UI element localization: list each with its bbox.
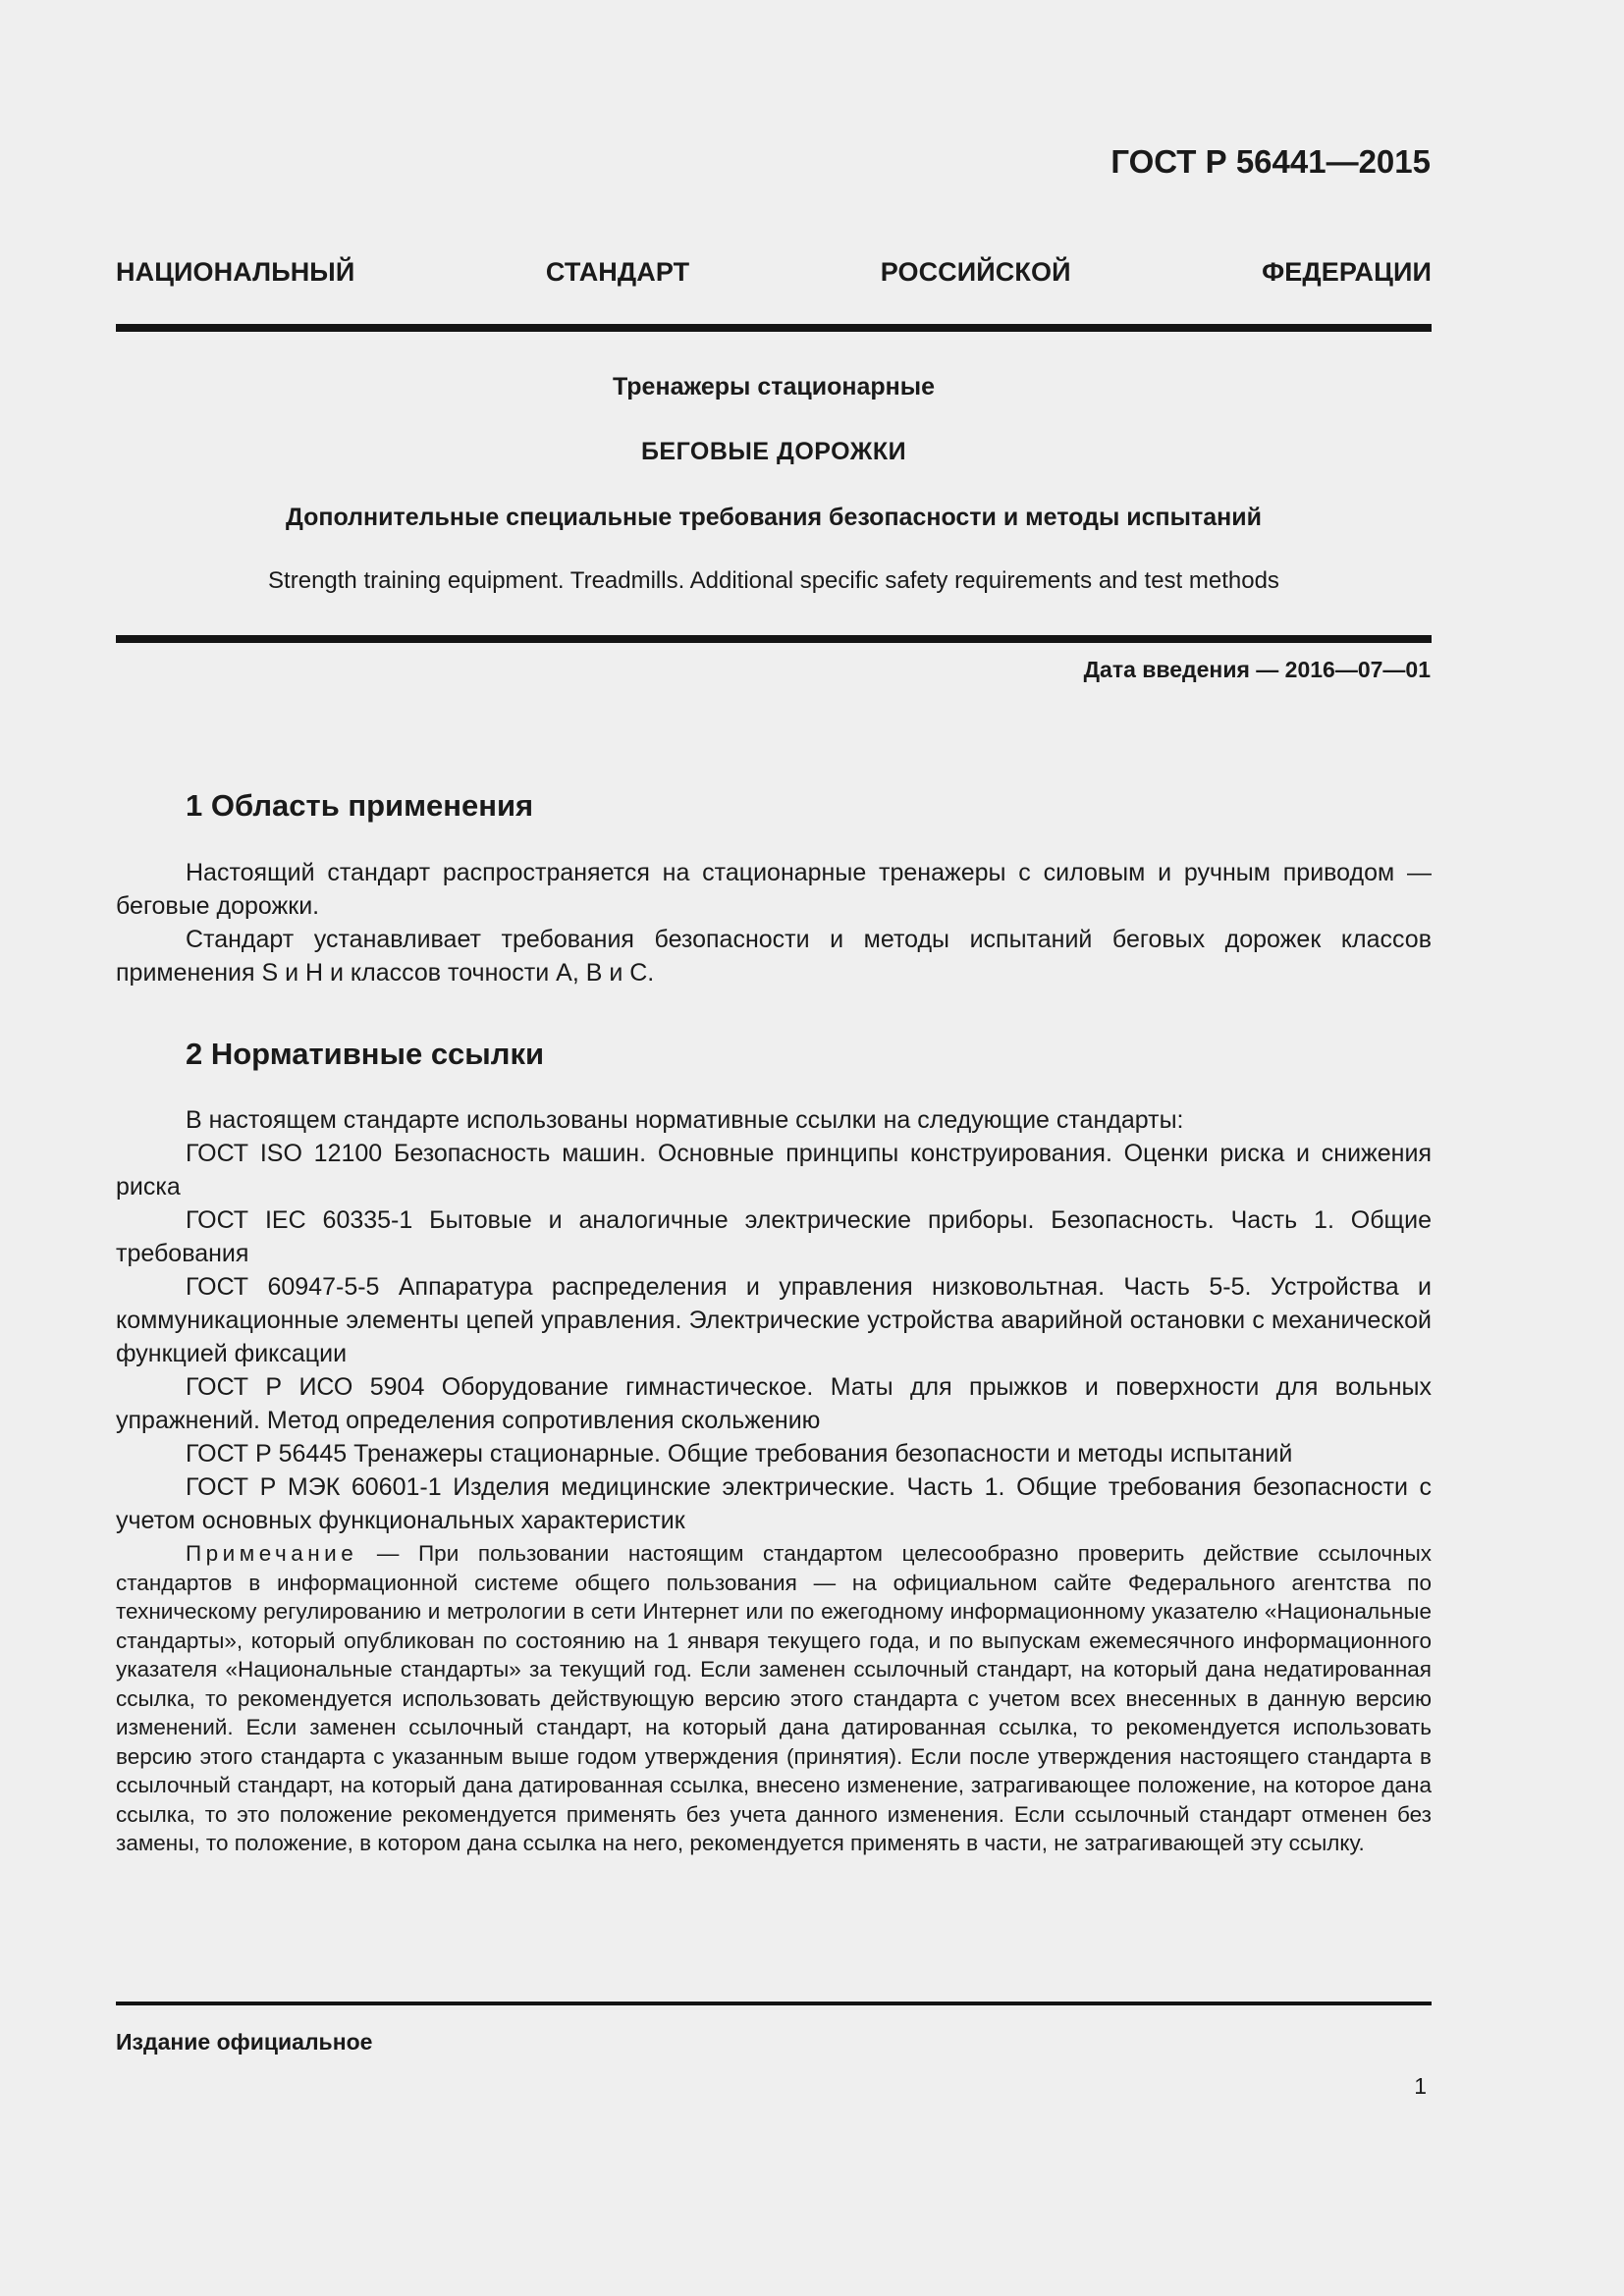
normative-reference-item: ГОСТ 60947-5-5 Аппаратура распределения и управления низковольтная. Часть 5-5. Устройства и коммуникационные элементы цепей управления. Электрические устройства аварийной остановки с механической функцией фиксации [116, 1273, 1432, 1367]
title-english: Strength training equipment. Treadmills. Additional specific safety requirements and test methods [268, 567, 1279, 594]
section-1-paragraph: Настоящий стандарт распространяется на стационарные тренажеры с силовым и ручным приводом — беговые дорожки. [116, 859, 1432, 920]
document-number: ГОСТ Р 56441—2015 [1110, 143, 1431, 180]
section-2-heading: 2 Нормативные ссылки [186, 1037, 545, 1071]
normative-reference-item: ГОСТ Р ИСО 5904 Оборудование гимнастическое. Маты для прыжков и поверхности для вольных упражнений. Метод определения сопротивления скольжению [116, 1373, 1432, 1434]
national-standard-banner: НАЦИОНАЛЬНЫЙ СТАНДАРТ РОССИЙСКОЙ ФЕДЕРАЦИИ [116, 257, 1432, 287]
title-line-2: БЕГОВЫЕ ДОРОЖКИ [640, 438, 907, 465]
normative-reference-item: ГОСТ IEC 60335-1 Бытовые и аналогичные электрические приборы. Безопасность. Часть 1. Общие требования [116, 1206, 1432, 1267]
normative-reference-item: ГОСТ ISO 12100 Безопасность машин. Основные принципы конструирования. Оценки риска и снижения риска [116, 1140, 1432, 1201]
title-line-1: Тренажеры стационарные [612, 373, 936, 400]
section-2-body [116, 1103, 1432, 1537]
edition-label: Издание официальное [116, 2029, 373, 2055]
section-1-paragraph: Стандарт устанавливает требования безопасности и методы испытаний беговых дорожек классов применения S и H и классов точности A, B и C. [116, 926, 1432, 987]
section-1-heading: 1 Область применения [186, 788, 534, 823]
title-line-3: Дополнительные специальные требования безопасности и методы испытаний [286, 504, 1262, 531]
page-number: 1 [1414, 2073, 1427, 2099]
title-bottom-rule [116, 635, 1432, 643]
note-label: Примечание [186, 1541, 358, 1566]
normative-reference-intro: В настоящем стандарте использованы нормативные ссылки на следующие стандарты: [186, 1106, 1184, 1134]
note-text: — При пользовании настоящим стандартом целесообразно проверить действие ссылочных стандартов в информационной системе общего пользования — на официальном сайте Федерального агентства по техническому регулированию и метрологии в сети Интернет или по ежегодному информационному указателю «Национальные стандарты», который опубликован по состоянию на 1 января текущего года, и по выпускам ежемесячного информационного указателя «Национальные стандарты» за текущий год. Если заменен ссылочный стандарт, на который дана недатированная ссылка, то рекомендуется использовать действующую версию этого стандарта с учетом всех внесенных в данную версию изменений. Если заменен ссылочный стандарт, на который дана датированная ссылка, то рекомендуется использовать версию этого стандарта с указанным выше годом утверждения (принятия). Если после утверждения настоящего стандарта в ссылочный стандарт, на который дана датированная ссылка, внесено изменение, затрагивающее положение, на которое дана ссылка, то это положение рекомендуется применять без учета данного изменения. Если ссылочный стандарт отменен без замены, то положение, в котором дана ссылка на него, рекомендуется применять в части, не затрагивающей эту ссылку. [116, 1541, 1432, 1855]
normative-reference-item: ГОСТ Р 56445 Тренажеры стационарные. Общие требования безопасности и методы испытаний [186, 1440, 1293, 1468]
normative-reference-item: ГОСТ Р МЭК 60601-1 Изделия медицинские электрические. Часть 1. Общие требования безопасности с учетом основных функциональных характеристик [116, 1473, 1432, 1534]
top-rule [116, 324, 1432, 332]
footer-rule [116, 2002, 1432, 2005]
note-paragraph [116, 1539, 1432, 1858]
note-block [116, 1539, 1432, 1858]
section-1-body [116, 856, 1432, 989]
introduction-date: Дата введения — 2016—07—01 [1083, 657, 1431, 682]
